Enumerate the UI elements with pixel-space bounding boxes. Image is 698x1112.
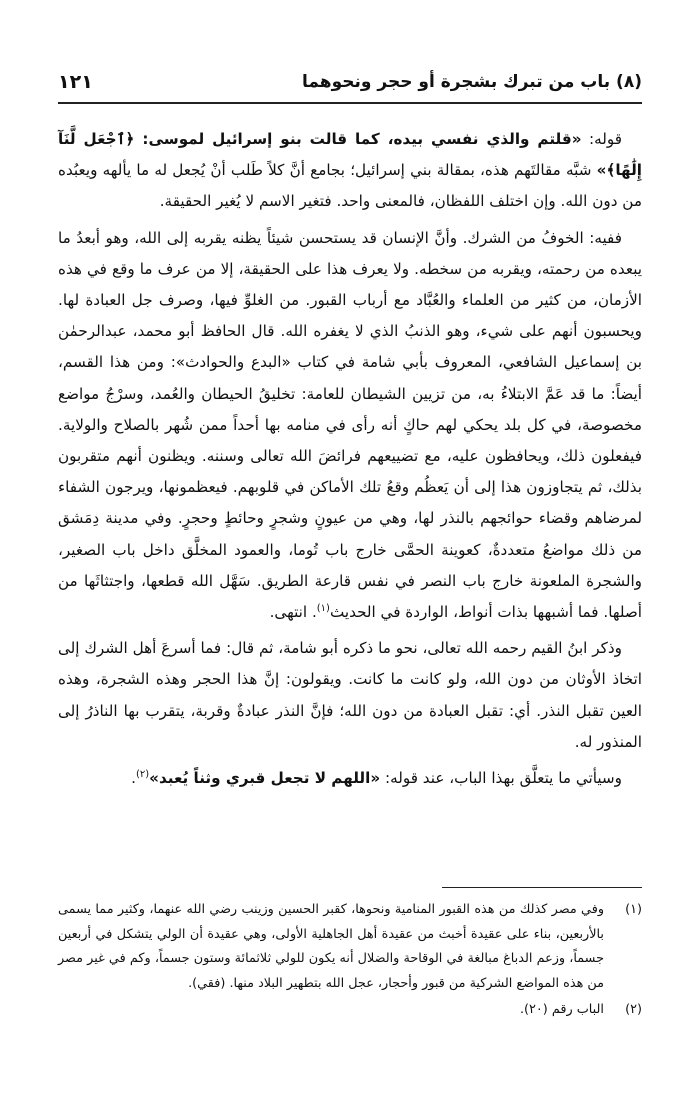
footnote-ref-1[interactable]: (١) xyxy=(316,602,330,614)
footnotes xyxy=(58,898,642,1025)
footnote-divider xyxy=(442,887,642,888)
paragraph-3-text: وذكر ابنُ القيم رحمه الله تعالى، نحو ما ذكره أبو شامة، ثم قال: فما أسرعَ أهل الشرك إلى اتخاذ الأوثان من دون الله، ولو كانت ما كانت. ويقولون: إنَّ هذا الحجر وهذه الشجرة، وهذه العين تقبل النذر. أي: تقبل العبادة من دون الله؛ فإنَّ النذر عبادةٌ وقربة، يتقرب بها الناذرُ إلى المنذور له. xyxy=(58,639,642,751)
footnote-number: (٢) xyxy=(625,1002,642,1018)
footnote-ref-2[interactable]: (٢) xyxy=(135,769,150,780)
footnote-2 xyxy=(58,998,642,1023)
paragraph-2-end: . انتهى. xyxy=(269,603,317,622)
footnote-1 xyxy=(58,898,642,996)
chapter-title: (٨) باب من تبرك بشجرة أو حجر ونحوهما xyxy=(302,72,642,92)
page-number: ١٢١ xyxy=(58,71,93,93)
footnote-text: وفي مصر كذلك من هذه القبور المنامية ونحوها، كقبر الحسين وزينب رضي الله عنهما، وكثير مما يسمى بالأربعين، بناء على عقيدة أخبث من عقيدة أهل الجاهلية الأولى، وهي عقيدة أن الولي يتشكل في أربعين جسماً، وزعم الدباغ مبالغة في الوقاحة والضلال أنه يكون للولي ثلاثمائة وستون جسماً، وكم في غير مصر من هذه المواضع الشركية من قبور وأحجار، عجل الله بتطهير البلاد منها. (فقي). xyxy=(58,902,604,991)
paragraph-3 xyxy=(58,633,642,758)
running-header xyxy=(58,62,642,104)
paragraph-1-intro: قوله: xyxy=(581,130,622,148)
paragraph-4 xyxy=(58,763,642,794)
paragraph-4-text: وسيأتي ما يتعلَّق بهذا الباب، عند قوله: xyxy=(380,769,622,788)
paragraph-1-text: شبَّه مقالتَهم هذه، بمقالة بني إسرائيل؛ بجامع أنَّ كلاً طَلب أنْ يُجعل له ما يألهه ويعبُده من دون الله. وإن اختلف اللفظان، فالمعنى واحد. فتغير الاسم لا يُغير الحقيقة. xyxy=(58,161,642,211)
footnote-number: (١) xyxy=(625,902,642,917)
paragraph-4-end: . xyxy=(131,769,136,788)
paragraph-2-text: ففيه: الخوفُ من الشرك. وأنَّ الإنسان قد يستحسن شيئاً يظنه يقربه إلى الله، وهو أبعدُ ما يبعده من رحمته، ويقربه من سخطه. ولا يعرف هذا على الحقيقة، إلا من عرف ما وقع في هذه الأزمان، من كثير من العلماء والعُبَّاد مع أرباب القبور. من الغلوِّ فيها، وصرف جل العبادة لها. ويحسبون أنهم على شيء، وهو الذنبُ الذي لا يغفره الله. قال الحافظ أبو محمد، عبدالرحمٰن بن إسماعيل الشافعي، المعروف بأبي شامة في كتاب «البدع والحوادث»: ومن هذا القسم، أيضاً: ما قد عَمَّ الابتلاءُ به، من تزيين الشيطان للعامة: تخليقُ الحيطان والعُمد، وسرْجُ مواضع مخصوصة، في كل بلد يحكي لهم حاكٍ أنه رأى في منامه بها أحداً ممن شُهر بالصلاح والولاية. فيفعلون ذلك، ويحافظون عليه، مع تضييعهم فرائضَ الله تعالى وسننه. ويظنون أنهم متقربون بذلك، ثم يتجاوزون هذا إلى أن يَعظُم وقعُ تلك الأماكن في قلوبهم. فيعظمونها، ويرجون الشفاء لمرضاهم وقضاء حوائجهم بالنذر لها، وهي من عيونٍ وشجرٍ وحائطٍ وحجرٍ. وفي مدينة دِمَشق من ذلك مواضعُ متعددةٌ، كعوينة الحمَّى خارج باب تُوما، والعمود المخلَّق داخل باب الصغير، والشجرة الملعونة خارج باب النصر في نفس قارعة الطريق. سَهَّل الله قطعها، واجتثاثَها من أصلها. فما أشبهها بذات أنواط، الواردة في الحديث xyxy=(58,228,642,622)
paragraph-2 xyxy=(58,223,642,629)
hadith-quote-2: «اللهم لا تجعل قبري وثناً يُعبد» xyxy=(149,769,381,788)
footnote-text: الباب رقم (٢٠). xyxy=(519,1002,604,1018)
hadith-quote: «قلتم والذي نفسي بيده، كما قالت بنو إسرائيل لموسى: ﴿ٱجْعَل لَّنَآ إِلَٰهًا﴾» xyxy=(58,130,642,180)
main-text xyxy=(58,124,642,799)
paragraph-1 xyxy=(58,124,642,218)
